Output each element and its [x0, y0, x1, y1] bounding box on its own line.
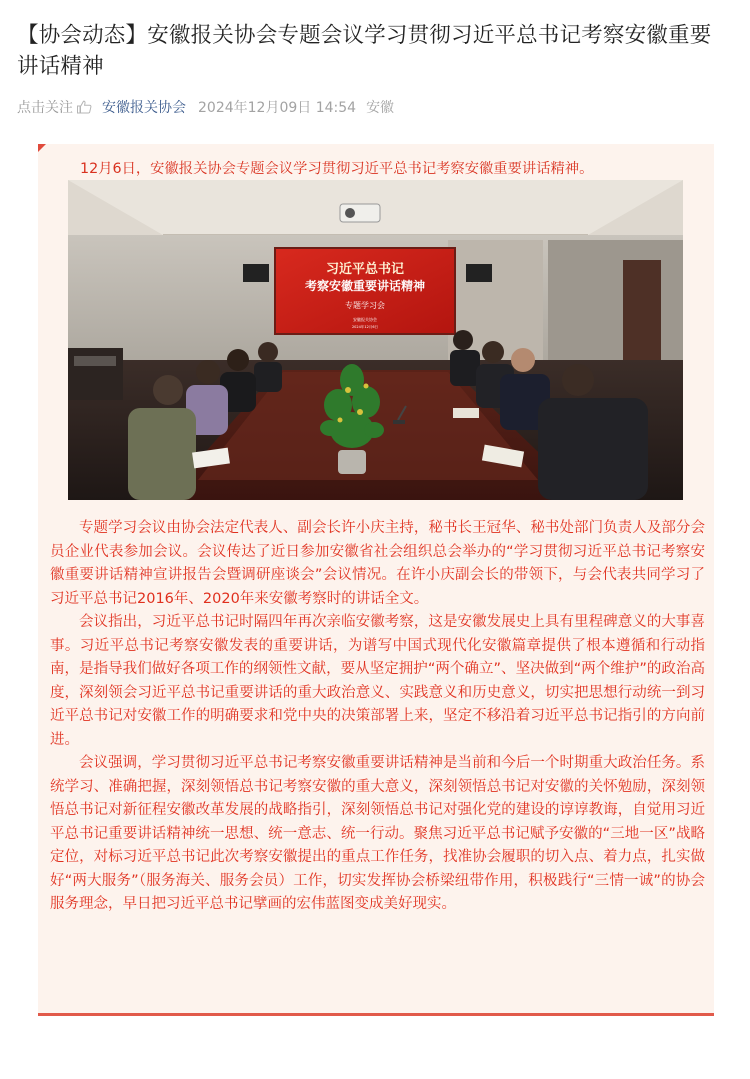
article-meta: [17, 96, 394, 118]
corner-decoration: [38, 144, 46, 152]
article-content-card: [38, 144, 714, 1016]
screen-date: 2024年12月6日: [351, 325, 379, 329]
source-account-link[interactable]: 安徽报关协会: [102, 100, 186, 116]
paragraph: 会议指出，习近平总书记时隔四年再次亲临安徽考察，这是安徽发展史上具有里程碑意义的大事喜事。习近平总书记考察安徽发表的重要讲话，为谱写中国式现代化安徽篇章提供了根本遵循和行动指南，是指导我们做好各项工作的纲领性文献，要从坚定拥护“两个确立”、坚决做到“两个维护”的政治高度，深刻领会习近平总书记重要讲话的重大政治意义、实践意义和历史意义，切实把思想行动统一到习近平总书记对安徽工作的明确要求和党中央的决策部署上来，坚定不移沿着习近平总书记指引的方向前进。: [50, 614, 705, 748]
bottom-divider: [38, 1013, 714, 1016]
paragraph: 专题学习会议由协会法定代表人、副会长许小庆主持，秘书长王冠华、秘书处部门负责人及部分会员企业代表参加会议。会议传达了近日参加安徽省社会组织总会举办的“学习贯彻习近平总书记考察安徽重要讲话精神宣讲报告会暨调研座谈会”会议情况。在许小庆副会长的带领下，与会代表共同学习了习近平总书记2016年、2020年来安徽考察时的讲话全文。: [50, 520, 705, 607]
meeting-photo: [68, 180, 683, 500]
publish-region: 安徽: [366, 100, 395, 116]
screen-line2: 考察安徽重要讲话精神: [304, 279, 426, 293]
screen-line1: 习近平总书记: [325, 262, 405, 277]
article-title: 【协会动态】安徽报关协会专题会议学习贯彻习近平总书记考察安徽重要讲话精神: [17, 23, 712, 79]
article-body: [50, 517, 705, 917]
photo-caption: 12月6日，安徽报关协会专题会议学习贯彻习近平总书记考察安徽重要讲话精神。: [80, 161, 594, 177]
publish-datetime: 2024年12月09日 14:54: [198, 100, 357, 116]
paragraph: 会议强调，学习贯彻习近平总书记考察安徽重要讲话精神是当前和今后一个时期重大政治任务。系统学习、准确把握，深刻领悟总书记考察安徽的重大意义，深刻领悟总书记对安徽的关怀勉励，深刻领悟总书记对新征程安徽改革发展的战略指引，深刻领悟总书记对强化党的建设的谆谆教诲，自觉用习近平总书记重要讲话精神统一思想、统一意志、统一行动。聚焦习近平总书记赋予安徽的“三地一区”战略定位，对标习近平总书记此次考察安徽提出的重点工作任务，找准协会履职的切入点、着力点，扎实做好“两大服务”（服务海关、服务会员）工作，切实发挥协会桥梁纽带作用，积极践行“三情一诚”的协会服务理念，早日把习近平总书记擘画的宏伟蓝图变成美好现实。: [50, 755, 705, 912]
thumbs-up-icon: [76, 100, 92, 114]
follow-button[interactable]: [17, 97, 102, 117]
screen-footer: 安徽报关协会: [353, 317, 377, 322]
follow-label: 点击关注: [17, 100, 73, 116]
screen-line3: 专题学习会: [345, 301, 385, 310]
